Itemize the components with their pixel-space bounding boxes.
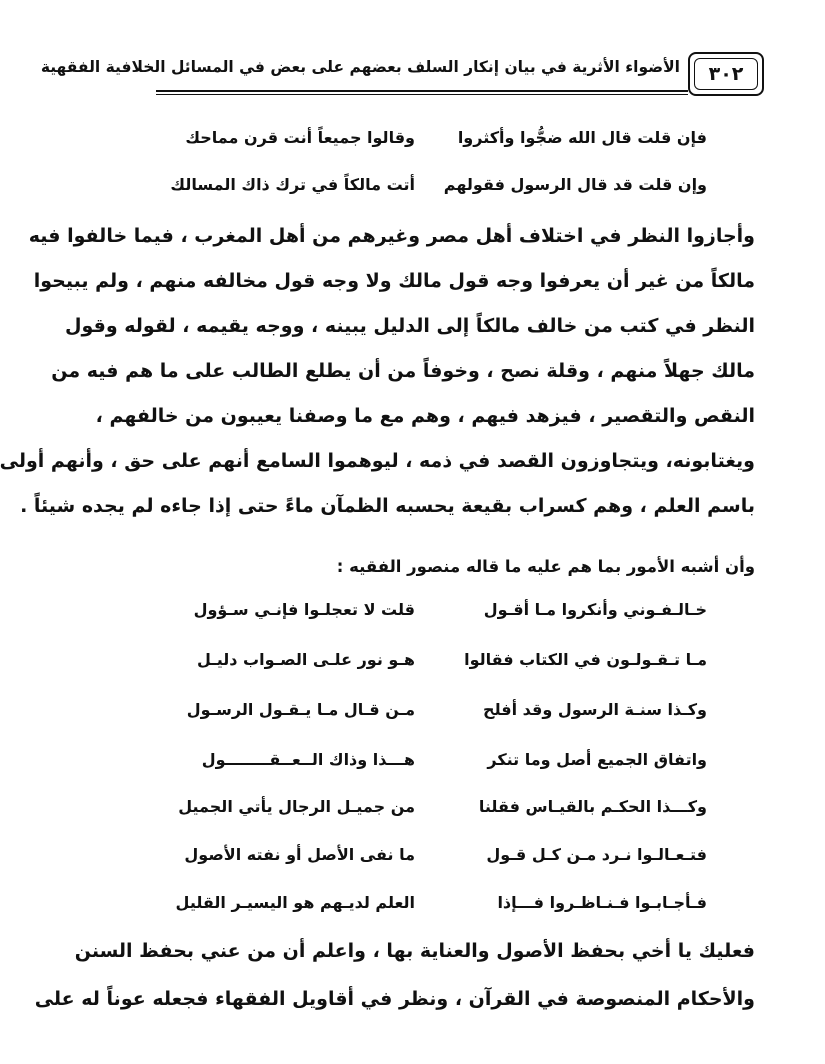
verse-hemistich-second: قلت لا تعجلـوا فإنـي سـؤول [193,600,415,619]
verse-hemistich-first: وكـذا سنـة الرسول وقد أفلح [483,700,707,719]
poem-intro: وأن أشبه الأمور بما هم عليه ما قاله منصور الفقيه : [336,557,755,576]
prose-line: باسم العلم ، وهم كسراب بقيعة يحسبه الظمآن ماءً حتى إذا جاءه لم يجده شيئاً . [20,495,755,517]
verse-hemistich-second: من جميـل الرجال يأتي الجميل [178,797,415,816]
page-number-frame [688,52,764,96]
prose-line: مالكاً من غير أن يعرفوا وجه قول مالك ولا وجه قول مخالفه منهم ، ولم يبيحوا [33,270,755,292]
verse-hemistich-first: خـالـفـوني وأنكروا مـا أقـول [483,600,707,619]
header-rule [156,90,688,92]
page-header [40,52,764,102]
header-rule-thin [156,94,688,95]
verse-hemistich-second: وقالوا جميعاً أنت قرن مماحك [185,128,415,147]
verse-hemistich-second: مـن قـال مـا يـقـول الرسـول [186,700,415,719]
prose-line: النقص والتقصير ، فيزهد فيهم ، وهم مع ما وصفنا يعيبون من خالفهم ، [95,405,755,427]
verse-hemistich-first: مـا تـقـولـون في الكتاب فقالوا [464,650,707,669]
verse-hemistich-first: فتـعـالـوا نـرد مـن كـل قـول [486,845,707,864]
page-number: ٣٠٢ [694,58,758,90]
prose-line: النظر في كتب من خالف مالكاً إلى الدليل يبينه ، ووجه يقيمه ، لقوله وقول [65,315,755,337]
prose-line: ويغتابونه، ويتجاوزون القصد في ذمه ، ليوهموا السامع أنهم على حق ، وأنهم أولى [0,450,755,472]
verse-hemistich-first: وكـــذا الحكـم بالقيـاس فقلنا [478,797,707,816]
prose-line: فعليك يا أخي بحفظ الأصول والعناية بها ، واعلم أن من عني بحفظ السنن [74,940,755,962]
verse-hemistich-first: وإن قلت قد قال الرسول فقولهم [443,175,707,194]
verse-hemistich-first: فإن قلت قال الله ضجُّوا وأكثروا [457,128,707,147]
running-title: الأضواء الأثرية في بيان إنكار السلف بعضهم على بعض في المسائل الخلافية الفقهية [40,58,680,76]
verse-hemistich-second: هـو نور علـى الصـواب دليـل [196,650,415,669]
prose-line: وأجازوا النظر في اختلاف أهل مصر وغيرهم من أهل المغرب ، فيما خالفوا فيه [28,225,755,247]
prose-line: والأحكام المنصوصة في القرآن ، ونظر في أقاويل الفقهاء فجعله عوناً له على [34,988,755,1010]
verse-hemistich-second: هـــذا وذاك الــعــقــــــــول [201,750,415,769]
verse-hemistich-second: ما نفى الأصل أو نفته الأصول [184,845,415,864]
prose-line: مالك جهلاً منهم ، وقلة نصح ، وخوفاً من أن يطلع الطالب على ما هم فيه من [51,360,755,382]
verse-hemistich-first: واتفاق الجميع أصل وما تنكر [487,750,707,769]
verse-hemistich-first: فـأجـابـوا فـنـاظـروا فـــإذا [497,893,707,912]
verse-hemistich-second: أتت مالكاً في ترك ذاك المسالك [170,175,415,194]
verse-hemistich-second: العلم لديـهم هو اليسيـر القليل [175,893,415,912]
